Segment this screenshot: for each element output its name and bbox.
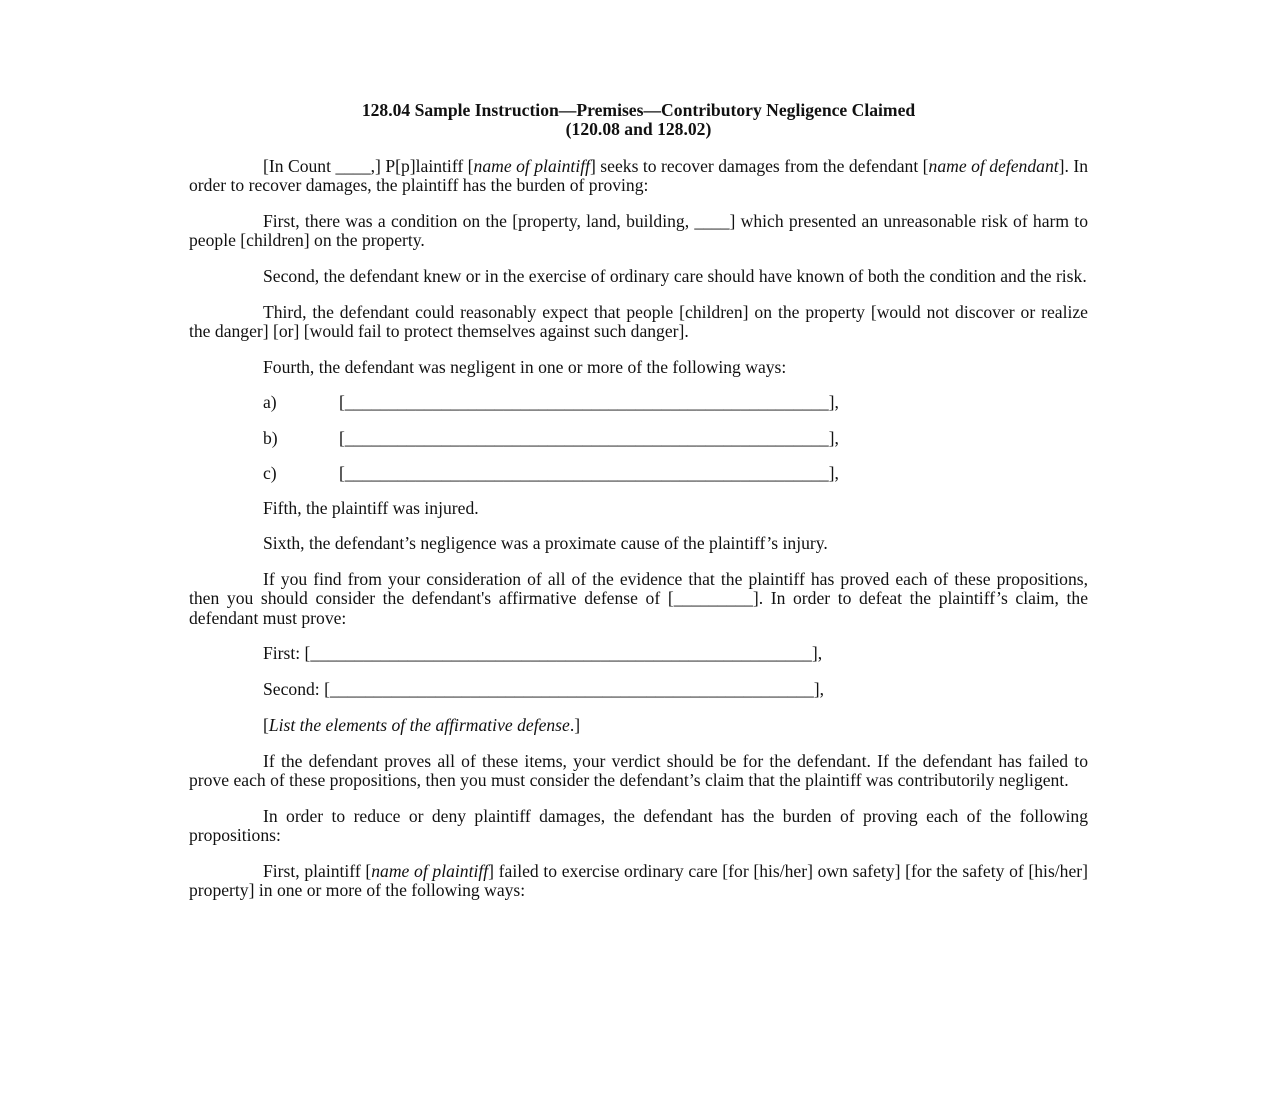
second-proposition: Second, the defendant knew or in the exercise of ordinary care should have known of both the condition and the risk. xyxy=(263,265,1087,286)
fifth-proposition: Fifth, the plaintiff was injured. xyxy=(263,497,479,518)
intro-plaintiff-placeholder: name of plaintiff xyxy=(473,155,590,176)
intro-defendant-placeholder: name of defendant xyxy=(928,155,1059,176)
way-blank: [_______________________________________________________], xyxy=(339,462,839,483)
way-label: c) xyxy=(263,462,277,483)
verdict-paragraph: If the defendant proves all of these items, your verdict should be for the defendant. If the defendant has failed to prove each of these propositions, then you must consider the defendant’s claim that the plaintiff was contributorily negligent. xyxy=(189,750,1088,791)
contrib-text-c: ] failed to exercise ordinary care [for [his/her] own safety] [for the safety of [his/her] property] in one or more of the following ways: xyxy=(189,860,1089,901)
intro-paragraph xyxy=(189,157,1088,195)
title-line-1: 128.04 Sample Instruction—Premises—Contributory Negligence Claimed xyxy=(361,100,916,120)
intro-text-a: [In Count ____,] P[p]laintiff [ xyxy=(263,155,474,176)
fourth-proposition: Fourth, the defendant was negligent in one or more of the following ways: xyxy=(263,356,787,377)
sixth-proposition: Sixth, the defendant’s negligence was a proximate cause of the plaintiff’s injury. xyxy=(263,533,828,554)
list-elements-note xyxy=(263,716,1088,735)
negligence-way-b xyxy=(263,429,1088,448)
negligence-way-c xyxy=(263,464,1088,483)
note-open: [ xyxy=(263,715,269,736)
intro-text-c: ] seeks to recover damages from the defendant [ xyxy=(589,155,929,176)
page-title xyxy=(189,101,1088,140)
third-proposition: Third, the defendant could reasonably expect that people [children] on the property [would not discover or realize the danger] [or] [would fail to protect themselves against such danger]. xyxy=(189,301,1088,341)
intro-text-e: ]. In order to recover damages, the plaintiff has the burden of proving: xyxy=(189,155,1088,196)
contrib-plaintiff-placeholder: name of plaintiff xyxy=(371,860,489,881)
note-italic: List the elements of the affirmative defense xyxy=(268,715,570,736)
way-blank: [_______________________________________________________], xyxy=(339,427,839,448)
way-blank: [_______________________________________________________], xyxy=(339,392,839,413)
contributory-first-proposition xyxy=(189,862,1088,900)
defense-second-element: Second: [_______________________________________________________], xyxy=(263,679,825,700)
contrib-text-a: First, plaintiff [ xyxy=(263,860,372,881)
way-label: b) xyxy=(263,427,278,448)
reduce-damages-paragraph: In order to reduce or deny plaintiff damages, the defendant has the burden of proving each of the following propositions: xyxy=(189,805,1088,846)
affirmative-defense-paragraph: If you find from your consideration of all of the evidence that the plaintiff has proved each of these propositions, then you should consider the defendant's affirmative defense of [_________]. In order to defeat the plaintiff’s claim, the defendant must prove: xyxy=(189,569,1088,628)
way-label: a) xyxy=(263,392,277,413)
title-line-2: (120.08 and 128.02) xyxy=(565,119,712,140)
note-close: .] xyxy=(569,715,581,736)
negligence-way-a xyxy=(263,393,1088,412)
document-body xyxy=(189,101,1088,900)
defense-first-element: First: [_________________________________________________________], xyxy=(263,643,823,664)
first-proposition: First, there was a condition on the [property, land, building, ____] which presented an unreasonable risk of harm to people [children] on the property. xyxy=(189,210,1088,251)
